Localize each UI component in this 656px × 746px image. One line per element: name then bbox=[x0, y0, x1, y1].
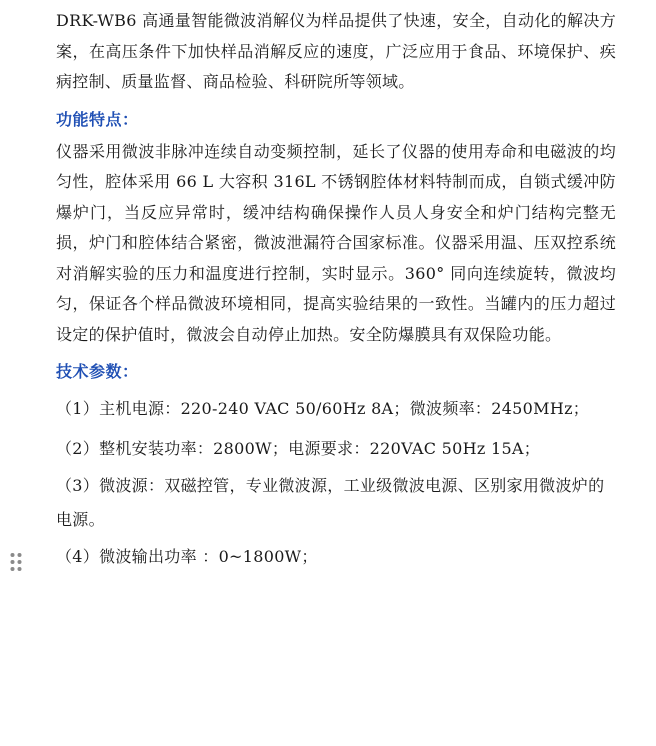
spec-item-power-supply: （1）主机电源：220-240 VAC 50/60Hz 8A；微波频率：2450MHz； bbox=[56, 399, 590, 418]
document-body bbox=[56, 6, 616, 577]
spec-item-microwave-source: （3）微波源：双磁控管，专业微波源，工业级微波电源、区别家用微波炉的电源。 bbox=[56, 476, 605, 529]
drag-handle-icon[interactable] bbox=[9, 552, 23, 572]
spec-item-install-power: （2）整机安装功率：2800W；电源要求：220VAC 50Hz 15A； bbox=[56, 439, 541, 458]
intro-paragraph: DRK-WB6 高通量智能微波消解仪为样品提供了快速，安全，自动化的解决方案，在高压条件下加快样品消解反应的速度，广泛应用于食品、环境保护、疾病控制、质量监督、商品检验、科研院所等领域。 bbox=[56, 11, 616, 91]
spec-item-output-power: （4）微波输出功率 ：0~1800W； bbox=[56, 547, 318, 566]
features-paragraph: 仪器采用微波非脉冲连续自动变频控制，延长了仪器的使用寿命和电磁波的均匀性，腔体采用 66 L 大容积 316L 不锈钢腔体材料特制而成，自锁式缓冲防爆炉门，当反应异常时，缓冲结构确保操作人员人身安全和炉门结构完整无损，炉门和腔体结合紧密，微波泄漏符合国家标准。仪器采用温、压双控系统对消解实验的压力和温度进行控制，实时显示。360° 同向连续旋转，微波均匀，保证各个样品微波环境相同，提高实验结果的一致性。当罐内的压力超过设定的保护值时，微波会自动停止加热。安全防爆膜具有双保险功能。 bbox=[56, 141, 616, 344]
features-heading: 功能特点： bbox=[56, 109, 139, 129]
specs-heading: 技术参数： bbox=[56, 362, 139, 381]
